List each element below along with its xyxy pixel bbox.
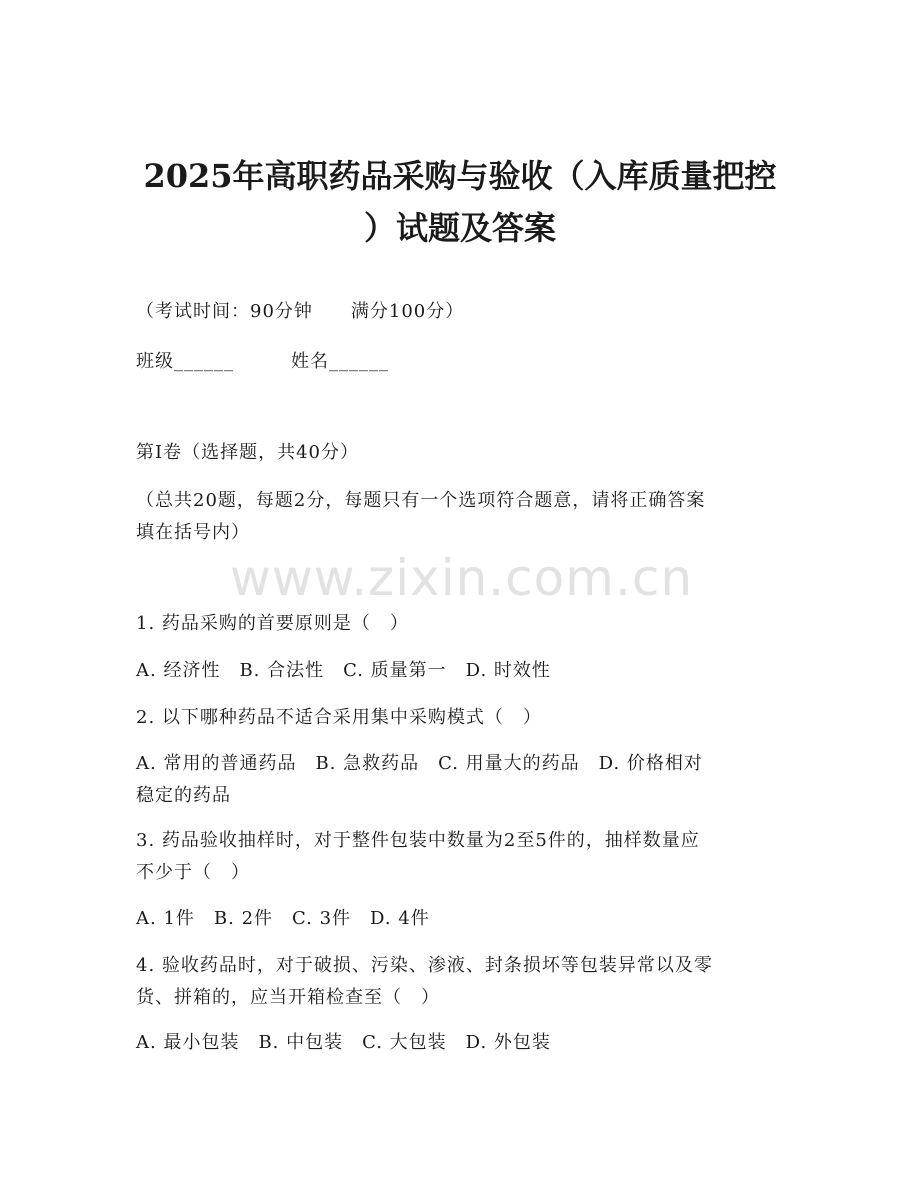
question-4-stem xyxy=(136,950,786,1014)
section-instruction xyxy=(136,485,786,549)
question-3-stem-line-1: 3. 药品验收抽样时，对于整件包装中数量为2至5件的，抽样数量应 xyxy=(136,830,700,851)
document-title xyxy=(120,150,800,254)
watermark: www.zixin.com.cn xyxy=(230,549,694,607)
question-4-stem-line-1: 4. 验收药品时，对于破损、污染、渗液、封条损坏等包装异常以及零 xyxy=(136,955,713,976)
question-1-stem: 1. 药品采购的首要原则是（ ） xyxy=(136,613,409,634)
student-fields: 班级______ 姓名______ xyxy=(136,351,389,372)
question-4-stem-line-2: 货、拼箱的，应当开箱检查至（ ） xyxy=(136,987,440,1008)
question-3-stem-line-2: 不少于（ ） xyxy=(136,862,250,883)
question-3-options: A. 1件 B. 2件 C. 3件 D. 4件 xyxy=(136,908,430,929)
exam-info: （考试时间：90分钟 满分100分） xyxy=(136,301,465,322)
question-1-options: A. 经济性 B. 合法性 C. 质量第一 D. 时效性 xyxy=(136,660,551,681)
instruction-line-1: （总共20题，每题2分，每题只有一个选项符合题意，请将正确答案 xyxy=(136,490,706,511)
title-line-2: ）试题及答案 xyxy=(363,209,556,247)
question-2-options-line-1: A. 常用的普通药品 B. 急救药品 C. 用量大的药品 D. 价格相对 xyxy=(136,753,703,774)
question-2-stem: 2. 以下哪种药品不适合采用集中采购模式（ ） xyxy=(136,707,542,728)
question-3-stem xyxy=(136,825,786,889)
section-heading: 第Ⅰ卷（选择题，共40分） xyxy=(136,442,360,463)
question-2-options-line-2: 稳定的药品 xyxy=(136,785,231,806)
title-line-1: 2025年高职药品采购与验收（入库质量把控 xyxy=(143,157,777,195)
question-2-options xyxy=(136,748,786,812)
instruction-line-2: 填在括号内） xyxy=(136,522,250,543)
question-4-options: A. 最小包装 B. 中包装 C. 大包装 D. 外包装 xyxy=(136,1032,551,1053)
